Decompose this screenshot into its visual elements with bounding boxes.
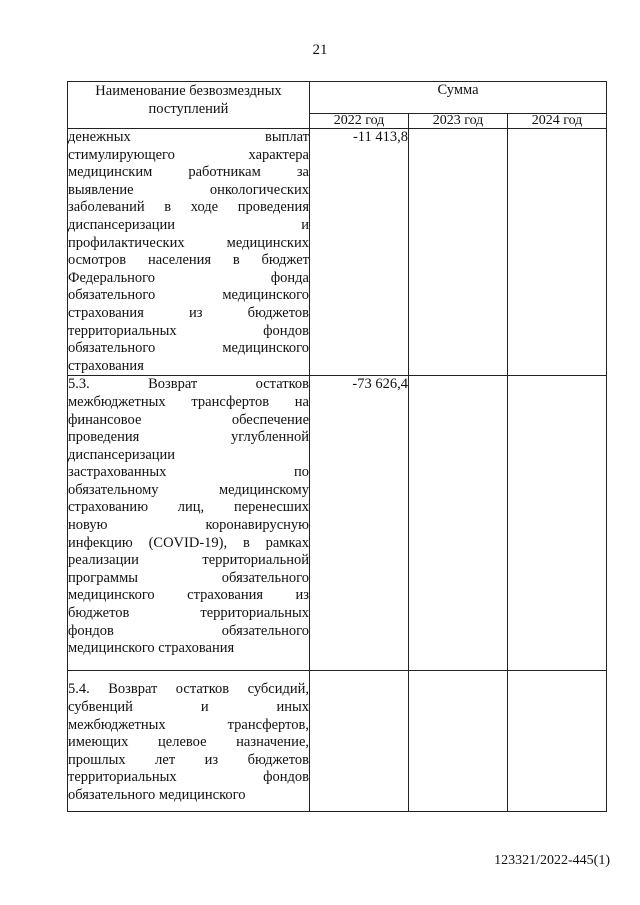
revenue-table	[67, 81, 607, 812]
amount-cell	[409, 129, 508, 376]
description-line: медицинского страхования из	[68, 587, 309, 604]
header-year-2023: 2023 год	[409, 113, 508, 128]
description-line: программы обязательного	[68, 569, 309, 586]
description-line: застрахованных по	[68, 464, 309, 481]
description-line: диспансеризации	[68, 446, 176, 463]
description-line: денежных выплат	[68, 129, 309, 145]
amount-cell	[409, 376, 508, 671]
amount-cell: -73 626,4	[310, 376, 409, 671]
amount-cell: -11 413,8	[310, 129, 409, 376]
description-line: бюджетов территориальных	[68, 605, 309, 622]
description-line: медицинским работникам за	[68, 164, 309, 181]
description-line: профилактических медицинских	[68, 234, 309, 251]
row-description	[68, 376, 310, 671]
description-line: обязательного медицинского	[68, 287, 309, 304]
header-name: Наименование безвозмездных поступлений	[68, 82, 310, 129]
description-line: реализации территориальной	[68, 552, 309, 569]
page-number: 21	[312, 42, 328, 58]
table-row	[68, 671, 607, 812]
amount-cell	[508, 129, 607, 376]
description-line: территориальных фондов	[68, 322, 309, 339]
description-line: межбюджетных трансфертов,	[68, 716, 309, 733]
amount-cell	[508, 376, 607, 671]
description-line: 5.3. Возврат остатков	[68, 376, 309, 393]
description-line: страхования из бюджетов	[68, 304, 309, 321]
description-line: прошлых лет из бюджетов	[68, 751, 309, 768]
document-number: 123321/2022-445(1)	[494, 853, 610, 868]
description-line: проведения углубленной	[68, 429, 309, 446]
description-line: осмотров населения в бюджет	[68, 252, 309, 269]
description-line: страхованию лиц, перенесших	[68, 499, 309, 516]
amount-cell	[409, 671, 508, 812]
header-year-2024: 2024 год	[508, 113, 607, 128]
row-description	[68, 129, 310, 376]
description-line: территориальных фондов	[68, 769, 309, 786]
description-line: имеющих целевое назначение,	[68, 734, 309, 751]
description-line: медицинского страхования	[68, 640, 235, 657]
row-description	[68, 671, 310, 812]
table-row	[68, 129, 607, 376]
table-row	[68, 376, 607, 671]
description-line: 5.4. Возврат остатков субсидий,	[68, 681, 309, 698]
description-line: выявление онкологических	[68, 181, 309, 198]
description-line: инфекцию (COVID-19), в рамках	[68, 534, 309, 551]
header-sum: Сумма	[310, 82, 607, 114]
amount-cell	[310, 671, 409, 812]
description-line: Федерального фонда	[68, 269, 309, 286]
description-line: страхования	[68, 357, 144, 374]
description-line: обязательного медицинского	[68, 786, 246, 803]
description-line: финансовое обеспечение	[68, 411, 309, 428]
description-line: обязательного медицинского	[68, 340, 309, 357]
description-line: субвенций и иных	[68, 698, 309, 715]
description-line: межбюджетных трансфертов на	[68, 393, 309, 410]
amount-cell	[508, 671, 607, 812]
description-line: диспансеризации и	[68, 216, 309, 233]
description-line: стимулирующего характера	[68, 146, 309, 163]
description-line: обязательному медицинскому	[68, 481, 309, 498]
description-line: новую коронавирусную	[68, 517, 309, 534]
header-year-2022: 2022 год	[310, 113, 409, 128]
description-line: фондов обязательного	[68, 622, 309, 639]
description-line: заболеваний в ходе проведения	[68, 199, 309, 216]
